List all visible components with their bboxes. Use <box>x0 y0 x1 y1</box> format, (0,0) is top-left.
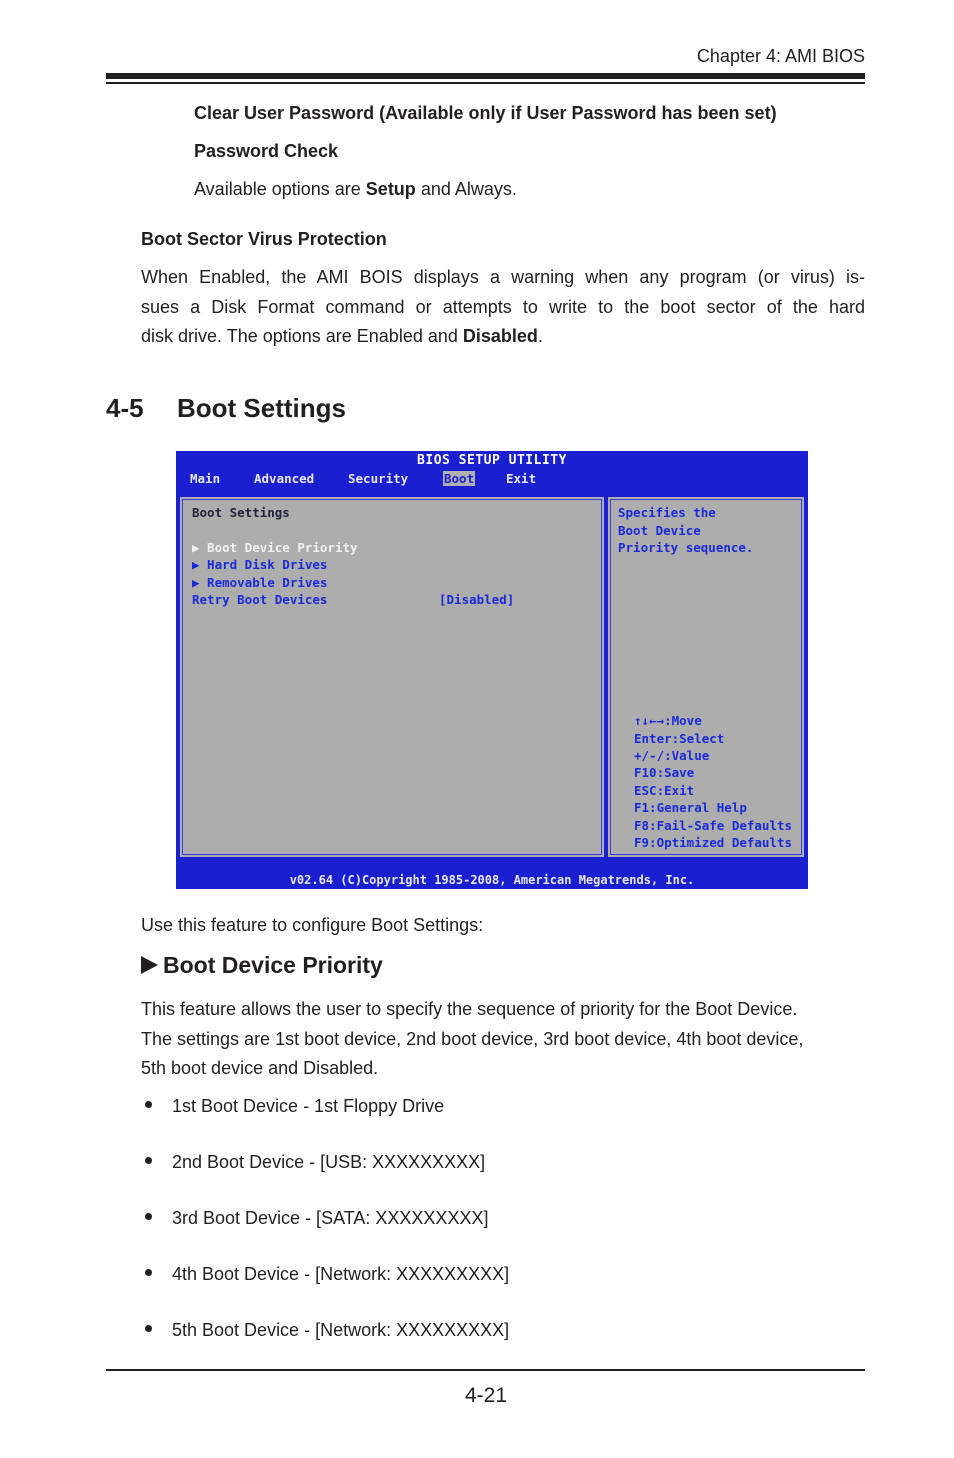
bios-panel-title: Boot Settings <box>192 505 290 520</box>
bios-key-select: Enter:Select <box>634 731 725 746</box>
bullet-icon <box>145 1269 152 1276</box>
bios-menu-advanced: Advanced <box>254 471 315 486</box>
bios-item-removable-drives: ▶ Removable Drives <box>192 575 328 590</box>
bullet-item-2: 2nd Boot Device - [USB: XXXXXXXXX] <box>141 1151 485 1173</box>
bios-menu-exit: Exit <box>506 471 537 486</box>
bdp-paragraph <box>141 995 869 1084</box>
clear-user-password-heading: Clear User Password (Available only if User Password has been set) <box>194 103 777 123</box>
bios-key-value: +/-/:Value <box>634 748 710 763</box>
bios-menu-main: Main <box>190 471 221 486</box>
triangle-right-icon <box>141 956 158 974</box>
bios-key-failsafe: F8:Fail-Safe Defaults <box>634 818 793 833</box>
section-heading <box>106 393 346 424</box>
bios-key-save: F10:Save <box>634 765 695 780</box>
bdp-line-3: 5th boot device and Disabled. <box>141 1058 379 1078</box>
bios-left-panel <box>178 495 606 859</box>
chapter-header: Chapter 4: AMI BIOS <box>696 46 865 66</box>
bios-right-panel <box>606 495 806 859</box>
boot-virus-line-3: disk drive. The options are Enabled and Disabled. <box>141 326 543 346</box>
bios-menu-security: Security <box>348 471 409 486</box>
bullet-item-3: 3rd Boot Device - [SATA: XXXXXXXXX] <box>141 1207 488 1229</box>
boot-virus-heading: Boot Sector Virus Protection <box>141 229 387 249</box>
section-title: Boot Settings <box>177 393 346 423</box>
password-check-heading: Password Check <box>194 141 339 161</box>
section-number: 4-5 <box>106 393 144 423</box>
bios-retry-label: Retry Boot Devices <box>192 592 328 607</box>
bullet-item-4: 4th Boot Device - [Network: XXXXXXXXX] <box>141 1263 509 1285</box>
bullet-item-1: 1st Boot Device - 1st Floppy Drive <box>141 1095 444 1117</box>
bullet-icon <box>145 1213 152 1220</box>
bios-footer: v02.64 (C)Copyright 1985-2008, American Megatrends, Inc. <box>289 873 695 887</box>
bdp-line-1: This feature allows the user to specify the sequence of priority for the Boot Device. <box>141 999 798 1019</box>
boot-virus-paragraph <box>141 263 865 352</box>
footer-rule <box>106 1369 865 1371</box>
boot-virus-line-1: When Enabled, the AMI BOIS displays a warning when any program (or virus) is- <box>141 267 865 287</box>
bullet-item-5: 5th Boot Device - [Network: XXXXXXXXX] <box>141 1319 509 1341</box>
bullet-icon <box>145 1157 152 1164</box>
bios-key-optimized: F9:Optimized Defaults <box>634 835 793 850</box>
bios-help-line-2: Boot Device <box>618 523 701 538</box>
bios-item-hard-disk-drives: ▶ Hard Disk Drives <box>192 557 328 572</box>
boot-device-priority-heading: Boot Device Priority <box>141 950 383 980</box>
password-check-text: Available options are Setup and Always. <box>194 179 517 199</box>
bios-screenshot <box>176 451 808 889</box>
bios-retry-value: [Disabled] <box>439 592 515 607</box>
bios-key-exit: ESC:Exit <box>634 783 695 798</box>
page-number: 4-21 <box>464 1384 508 1407</box>
intro-text: Use this feature to configure Boot Settings: <box>141 915 484 935</box>
bdp-line-2: The settings are 1st boot device, 2nd boot device, 3rd boot device, 4th boot device, <box>141 1028 804 1049</box>
bullet-icon <box>145 1325 152 1332</box>
boot-virus-line-2: sues a Disk Format command or attempts to write to the boot sector of the hard <box>141 296 865 317</box>
bios-key-move: ↑↓←→:Move <box>634 713 702 728</box>
bios-title: BIOS SETUP UTILITY <box>417 453 567 468</box>
header-rule-thick <box>106 73 865 79</box>
bios-key-help: F1:General Help <box>634 800 747 815</box>
bios-menu-boot: Boot <box>444 471 475 486</box>
bullet-icon <box>145 1101 152 1108</box>
bios-item-boot-device-priority: ▶ Boot Device Priority <box>192 540 358 555</box>
bios-help-line-1: Specifies the <box>618 505 716 520</box>
bios-help-line-3: Priority sequence. <box>618 540 754 555</box>
header-rule-thin <box>106 82 865 84</box>
